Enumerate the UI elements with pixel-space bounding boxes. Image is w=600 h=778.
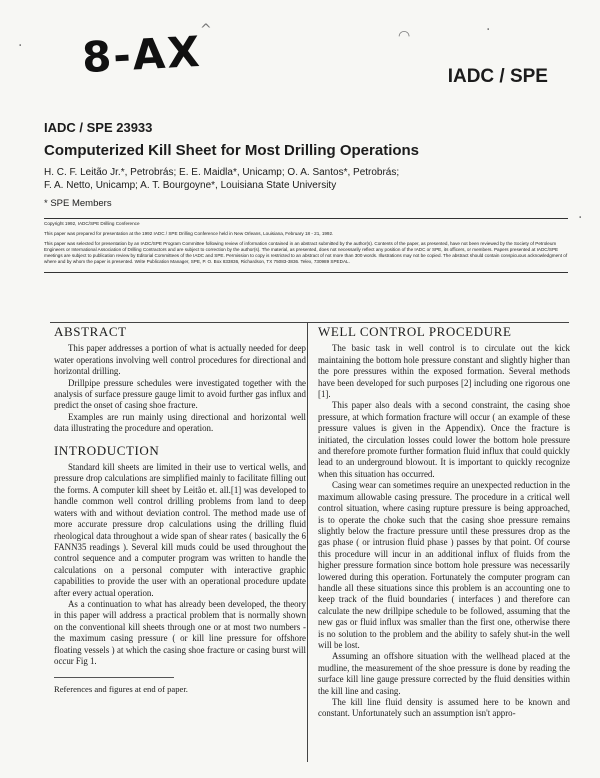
members-note: * SPE Members — [44, 198, 112, 209]
review-notice: This paper was selected for presentation by an IADC/SPE Program Committee following review of information contained in an abstract submitted by the author(s). Contents of the paper, as presented, have not been reviewed by the Society of Petroleum Engineers or International Association of Drilling Contractors and are subject to correction by the author(s). The material, as presented, does not necessarily reflect any position of the IADC or SPE, its officers, or members. Papers presented at IADC/SPE meetings are subject to publication review by Editorial Committees of the IADC and SPE. Permission to copy is restricted to an abstract of not more than 300 words. Illustrations may not be copied. The abstract should contain conspicuous acknowledgment of where and by whom the paper is presented. Write Publication Manager, SPE, P. O. Box 833836, Richardson, TX 75083-3836. Telex, 730989 SPEDAL. — [44, 241, 568, 264]
paper-number: IADC / SPE 23933 — [44, 120, 153, 135]
abstract-paragraph: This paper addresses a portion of what is actually needed for deep water operations involving well control procedures for directional and horizontal drilling. — [54, 343, 306, 377]
well-control-paragraph: Casing wear can sometimes require an unexpected reduction in the maximum allowable casing pressure. The procedure in a critical well control situation, where casing rupture pressure is being approached, is to operate the choke such that the casing shoe pressure remains slightly below the fracture pressure until these pressures drop as the gas phase ( or intrusion fluid phase ) passes by that point. Of course this procedure will incur in an additional influx of fluids from the higher pressure formation since bottom hole pressure was necessarily lowered during this operation. Fortunately the computer program can handle all these situations since this problem is an accounting one to keep track of the fluid boundaries ( interfaces ) and therefore can calculate the new drillpipe schedule to be followed, assuming that the new gas or fluid influx was smaller than the first one, otherwise there is no solution to the problem and the ability to safely shut-in the well will be lost. — [318, 480, 570, 650]
handwritten-note: 8-AX — [80, 26, 203, 83]
column-rule — [50, 322, 307, 323]
abstract-heading: ABSTRACT — [54, 324, 127, 339]
footnote-rule — [54, 677, 188, 695]
well-control-paragraph: This paper also deals with a second constraint, the casing shoe pressure, at which formation fracture will occur ( an example of these pressure values is given in the Appendix). Once the fracture is initiated, the circulation losses could lower the bottom hole pressure and therefore promote further formation fluid influx that could quickly lead to an underground blowout. It is important to quickly recognize when this situation has occurred. — [318, 400, 570, 479]
column-divider — [307, 322, 308, 762]
presentation-notice: This paper was prepared for presentation at the 1992 IADC / SPE Drilling Conference held in New Orleans, Louisiana, February 18 - 21, 1992. — [44, 231, 334, 236]
right-column — [318, 326, 570, 720]
publisher-logo: IADC / SPE — [447, 66, 548, 87]
well-control-paragraph: Assuming an offshore situation with the wellhead placed at the mudline, the measurement of the shoe pressure is done by reading the surface kill line gauge pressure corrected by the fluid densities within the kill line and casing. — [318, 651, 570, 696]
scan-mark-circle: ◠ — [398, 28, 411, 44]
authors-line: F. A. Netto, Unicamp; A. T. Bourgoyne*, Louisiana State University — [44, 180, 337, 191]
paper-title: Computerized Kill Sheet for Most Drilling Operations — [44, 142, 420, 159]
copyright-line: Copyright 1992, IADC/SPE Drilling Conference — [44, 221, 140, 226]
well-control-heading: WELL CONTROL PROCEDURE — [318, 324, 512, 339]
column-rule — [307, 322, 569, 323]
abstract-paragraph: Drillpipe pressure schedules were investigated together with the analysis of surface pressure gauge limit to avoid further gas influx and predict the onset of casing shoe fracture. — [54, 377, 306, 411]
footnote: References and figures at end of paper. — [54, 684, 188, 695]
copyright-notice — [44, 218, 568, 273]
abstract-paragraph: Examples are run mainly using directional and horizontal well data illustrating the procedure and operation. — [54, 411, 306, 434]
scan-speck: ^ — [200, 22, 212, 38]
scan-speck: · — [18, 38, 23, 54]
introduction-paragraph: Standard kill sheets are limited in their use to vertical wells, and pressure drop calculations are simplified mainly to facilitate filling out the forms. A computer kill sheet by Leitão et. all.[1] was developed to handle common well control drilling problems from land to deep waters with and without deviation control. The method made use of more accurate pressure drop calculations using the drilling fluid rheological data throughout a wide span of shear rates ( basically the 6 FANN35 readings ). Several kill muds could be used throughout the control sequence and a computer program was written to handle the calculations on a personal computer with interactive graphic capabilities to provide the user with an operational procedure update after every actual operation. — [54, 462, 306, 598]
scan-speck: · — [486, 22, 491, 38]
left-column — [54, 326, 306, 696]
authors-line: H. C. F. Leitão Jr.*, Petrobrás; E. E. Maidla*, Unicamp; O. A. Santos*, Petrobrás; — [44, 167, 400, 178]
introduction-heading: INTRODUCTION — [54, 442, 160, 458]
well-control-paragraph: The basic task in well control is to circulate out the kick maintaining the bottom hole pressure constant and slightly higher than the pore pressures within the exposed formation. Several methods have been developed for such purposes [2] including one rigorous one [1]. — [318, 343, 570, 400]
well-control-paragraph: The kill line fluid density is assumed here to be known and constant. Unfortunately such an assumption isn't appro- — [318, 697, 570, 719]
author-list — [44, 166, 564, 192]
introduction-paragraph: As a continuation to what has already been developed, the theory in this paper will address a practical problem that is normally shown on the conventional kill sheets through one or at most two numbers - the maximum casing pressure ( or kill line pressure for offshore floating vessels ) at which the casing shoe fracture or casing burst will occur Fig 1. — [54, 598, 306, 666]
scan-speck: · — [578, 210, 583, 226]
